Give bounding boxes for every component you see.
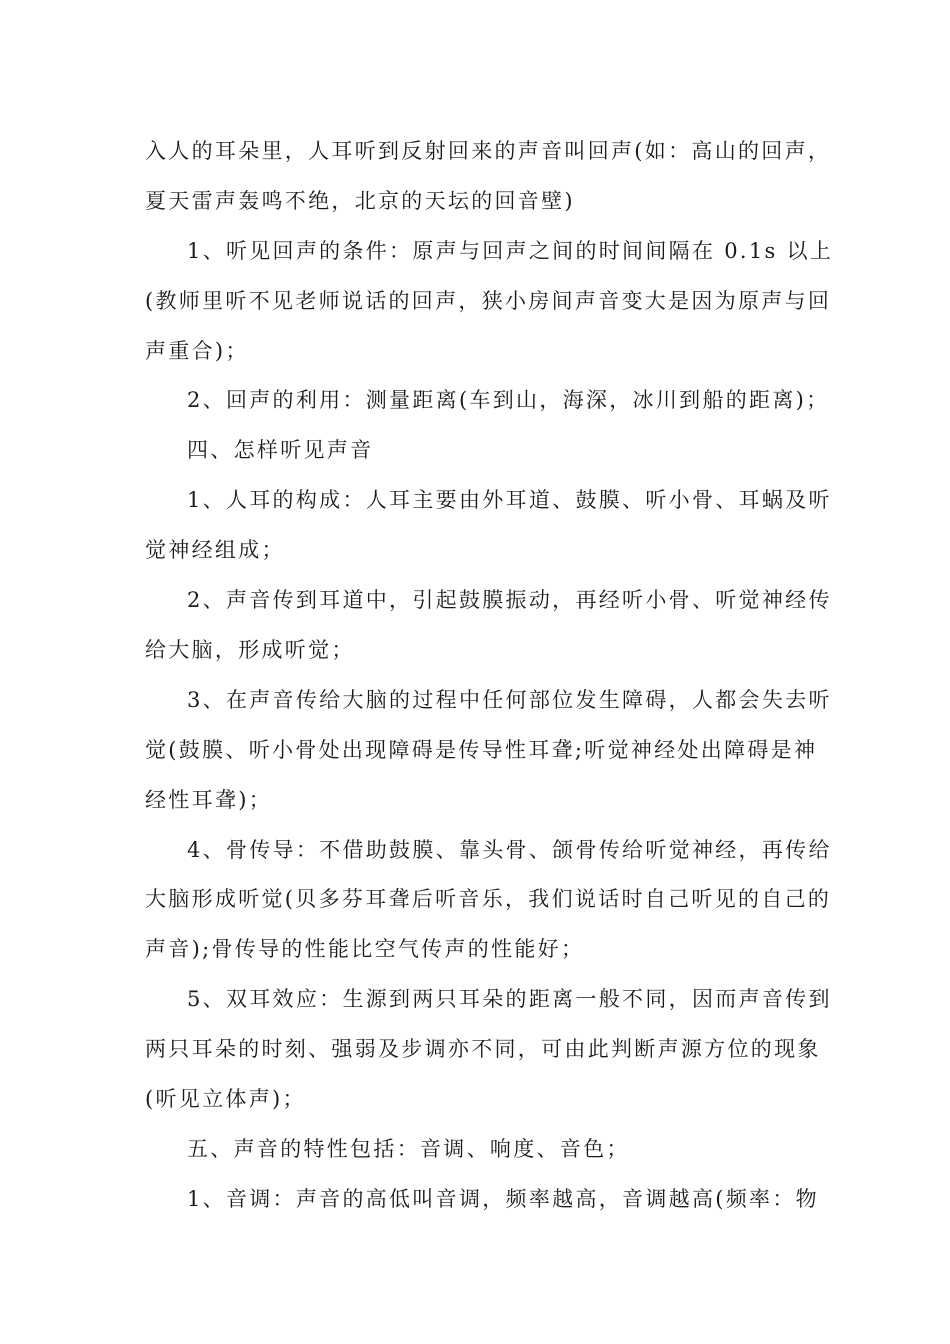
text-line: 声音);骨传导的性能比空气传声的性能好； [145, 937, 585, 961]
text-line: 2、声音传到耳道中，引起鼓膜振动，再经听小骨、听觉神经传 [187, 588, 832, 612]
text-line: 给大脑，形成听觉； [145, 638, 355, 662]
text-line: 两只耳朵的时刻、强弱及步调亦不同，可由此判断声源方位的现象 [145, 1037, 821, 1061]
text-line: 夏天雷声轰鸣不绝，北京的天坛的回音壁) [145, 189, 575, 213]
text-line: (听见立体声)； [145, 1087, 306, 1111]
text-line: 1、听见回声的条件：原声与回声之间的时间间隔在 0.1s 以上 [187, 239, 834, 263]
section-heading: 五、声音的特性包括：音调、响度、音色； [187, 1137, 630, 1161]
text-line: 觉神经组成； [145, 538, 285, 562]
text-line: 5、双耳效应：生源到两只耳朵的距离一般不同，因而声音传到 [187, 987, 832, 1011]
text-line: (教师里听不见老师说话的回声，狭小房间声音变大是因为原声与回 [145, 289, 832, 313]
section-heading: 四、怎样听见声音 [187, 438, 374, 462]
text-line: 觉(鼓膜、听小骨处出现障碍是传导性耳聋;听觉神经处出障碍是神 [145, 738, 818, 762]
text-line: 4、骨传导：不借助鼓膜、靠头骨、颌骨传给听觉神经，再传给 [187, 838, 832, 862]
text-line: 1、音调：声音的高低叫音调，频率越高，音调越高(频率：物 [187, 1187, 819, 1211]
text-line: 3、在声音传给大脑的过程中任何部位发生障碍，人都会失去听 [187, 688, 832, 712]
text-line: 经性耳聋)； [145, 788, 272, 812]
text-line: 1、人耳的构成：人耳主要由外耳道、鼓膜、听小骨、耳蜗及听 [187, 488, 832, 512]
text-line: 大脑形成听觉(贝多芬耳聋后听音乐，我们说话时自己听见的自己的 [145, 887, 832, 911]
text-line: 2、回声的利用：测量距离(车到山，海深，冰川到船的距离)； [187, 388, 830, 412]
text-line: 声重合)； [145, 339, 249, 363]
text-line: 入人的耳朵里，人耳听到反射回来的声音叫回声(如：高山的回声， [145, 139, 832, 163]
